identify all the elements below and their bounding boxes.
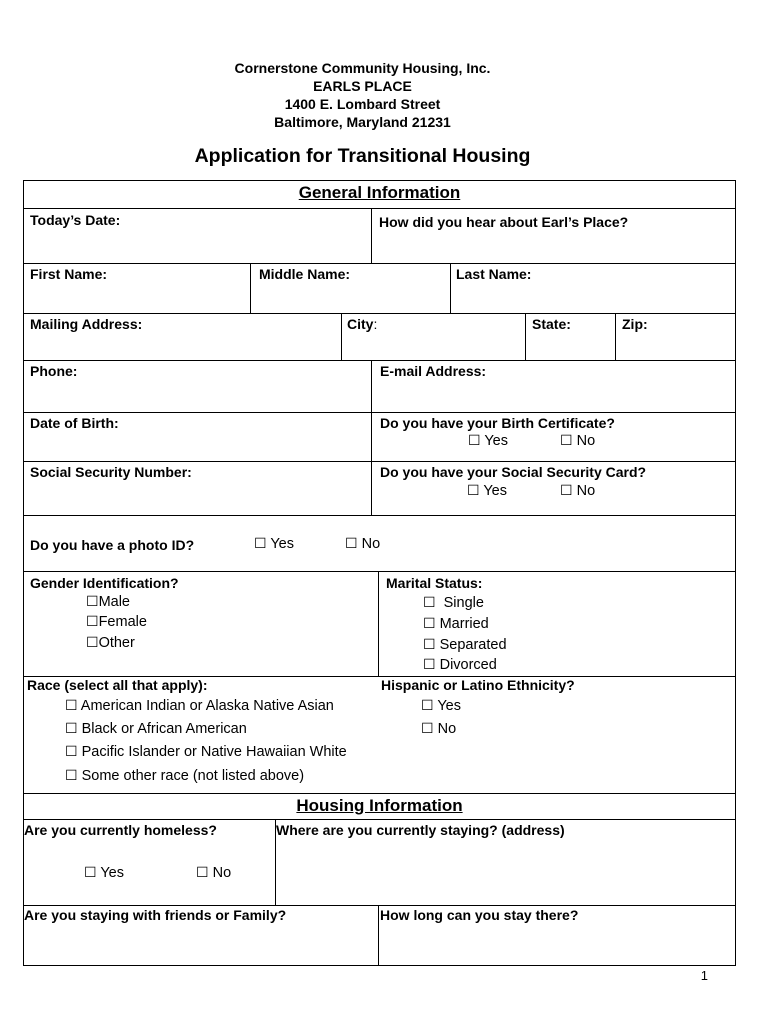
hear-about-label[interactable]: How did you hear about Earl’s Place?: [379, 214, 629, 230]
birth-certificate-question: Do you have your Birth Certificate?: [380, 415, 615, 431]
divider: [525, 313, 526, 360]
program-name: EARLS PLACE: [313, 78, 412, 94]
option-label: Separated: [439, 637, 507, 653]
divider: [23, 412, 736, 413]
housing-information-heading: Housing Information: [296, 796, 463, 815]
option-label: Yes: [484, 433, 508, 449]
form-frame: [23, 180, 736, 966]
middle-name-label[interactable]: Middle Name:: [259, 266, 351, 282]
dob-label[interactable]: Date of Birth:: [30, 415, 119, 431]
divider: [23, 461, 736, 462]
street-address: 1400 E. Lombard Street: [284, 96, 441, 112]
city-label-text: City: [347, 316, 374, 332]
birth-certificate-yes[interactable]: [468, 432, 508, 450]
checkbox-icon: ☐: [86, 634, 99, 650]
divider: [371, 208, 372, 263]
photo-id-yes[interactable]: [254, 535, 294, 553]
divider: [378, 905, 379, 966]
checkbox-icon: ☐: [196, 864, 209, 880]
option-label: Yes: [100, 865, 124, 881]
divider: [341, 313, 342, 360]
checkbox-icon: ☐: [421, 720, 434, 736]
race-option[interactable]: [65, 697, 334, 715]
checkbox-icon: ☐: [65, 697, 78, 713]
checkbox-icon: ☐: [423, 636, 436, 652]
option-label: Pacific Islander or Native Hawaiian White: [81, 744, 347, 760]
option-label: Yes: [483, 483, 507, 499]
homeless-yes[interactable]: [84, 864, 124, 882]
divider: [23, 313, 736, 314]
gender-option-other[interactable]: [86, 634, 135, 652]
hispanic-no[interactable]: [421, 720, 456, 738]
checkbox-icon: ☐: [468, 432, 481, 448]
photo-id-question: Do you have a photo ID?: [30, 537, 195, 553]
divider: [250, 263, 251, 313]
option-label: Black or African American: [81, 721, 247, 737]
option-label: Divorced: [439, 657, 497, 673]
page-title: Application for Transitional Housing: [194, 145, 531, 167]
checkbox-icon: ☐: [467, 482, 480, 498]
state-label[interactable]: State:: [532, 316, 571, 332]
ss-card-no[interactable]: [560, 482, 595, 500]
homeless-no[interactable]: [196, 864, 231, 882]
checkbox-icon: ☐: [86, 593, 99, 609]
marital-status-question: Marital Status:: [386, 575, 483, 591]
ssn-label[interactable]: Social Security Number:: [30, 464, 192, 480]
divider: [371, 360, 372, 515]
race-option[interactable]: [65, 743, 347, 761]
divider: [23, 819, 736, 820]
race-option[interactable]: [65, 767, 304, 785]
divider: [450, 263, 451, 313]
option-label: No: [576, 433, 596, 449]
divider: [23, 263, 736, 264]
race-option[interactable]: [65, 720, 247, 738]
option-label: Other: [98, 635, 135, 651]
photo-id-no[interactable]: [345, 535, 380, 553]
option-label: Male: [98, 594, 130, 610]
last-name-label[interactable]: Last Name:: [456, 266, 532, 282]
divider: [23, 208, 736, 209]
org-name: Cornerstone Community Housing, Inc.: [234, 60, 491, 76]
gender-option-female[interactable]: [86, 613, 147, 631]
divider: [378, 571, 379, 676]
option-label: Some other race (not listed above): [81, 768, 305, 784]
checkbox-icon: ☐: [65, 720, 78, 736]
checkbox-icon: ☐: [65, 767, 78, 783]
stay-duration-label[interactable]: How long can you stay there?: [380, 907, 579, 923]
birth-certificate-no[interactable]: [560, 432, 595, 450]
checkbox-icon: ☐: [560, 482, 573, 498]
hispanic-yes[interactable]: [421, 697, 461, 715]
city-label[interactable]: [347, 316, 377, 332]
checkbox-icon: ☐: [84, 864, 97, 880]
homeless-question: Are you currently homeless?: [24, 822, 217, 838]
ss-card-question: Do you have your Social Security Card?: [380, 464, 647, 480]
gender-question: Gender Identification?: [30, 575, 179, 591]
checkbox-icon: ☐: [345, 535, 358, 551]
divider: [23, 360, 736, 361]
marital-option-divorced[interactable]: [423, 656, 497, 674]
divider: [615, 313, 616, 360]
checkbox-icon: ☐: [65, 743, 78, 759]
divider: [23, 905, 736, 906]
race-question: Race (select all that apply):: [27, 677, 208, 693]
zip-label[interactable]: Zip:: [622, 316, 648, 332]
divider: [23, 515, 736, 516]
email-label[interactable]: E-mail Address:: [380, 363, 487, 379]
option-label: Single: [443, 595, 484, 611]
first-name-label[interactable]: First Name:: [30, 266, 108, 282]
marital-option-separated[interactable]: [423, 636, 507, 654]
city-label-colon: :: [373, 316, 378, 332]
option-label: American Indian or Alaska Native Asian: [80, 698, 334, 714]
friends-family-question[interactable]: Are you staying with friends or Family?: [24, 907, 287, 923]
option-label: No: [361, 536, 381, 552]
phone-label[interactable]: Phone:: [30, 363, 78, 379]
option-label: Yes: [270, 536, 294, 552]
hispanic-question: Hispanic or Latino Ethnicity?: [381, 677, 575, 693]
current-address-label[interactable]: Where are you currently staying? (address): [276, 822, 565, 838]
ss-card-yes[interactable]: [467, 482, 507, 500]
marital-option-single[interactable]: [423, 594, 484, 612]
city-state-zip: Baltimore, Maryland 21231: [274, 114, 451, 130]
checkbox-icon: ☐: [86, 613, 99, 629]
option-label: Married: [439, 616, 489, 632]
checkbox-icon: ☐: [254, 535, 267, 551]
divider: [23, 793, 736, 794]
marital-option-married[interactable]: [423, 615, 489, 633]
option-label: Yes: [437, 698, 461, 714]
option-label: No: [437, 721, 457, 737]
page-number: 1: [700, 968, 708, 983]
option-label: No: [212, 865, 232, 881]
todays-date-label[interactable]: Today’s Date:: [30, 212, 121, 228]
general-information-heading: General Information: [298, 183, 461, 202]
checkbox-icon: ☐: [423, 594, 436, 610]
divider: [23, 571, 736, 572]
checkbox-icon: ☐: [421, 697, 434, 713]
checkbox-icon: ☐: [560, 432, 573, 448]
mailing-address-label[interactable]: Mailing Address:: [30, 316, 143, 332]
checkbox-icon: ☐: [423, 656, 436, 672]
checkbox-icon: ☐: [423, 615, 436, 631]
option-label: No: [576, 483, 596, 499]
option-label: Female: [98, 614, 147, 630]
gender-option-male[interactable]: [86, 593, 130, 611]
